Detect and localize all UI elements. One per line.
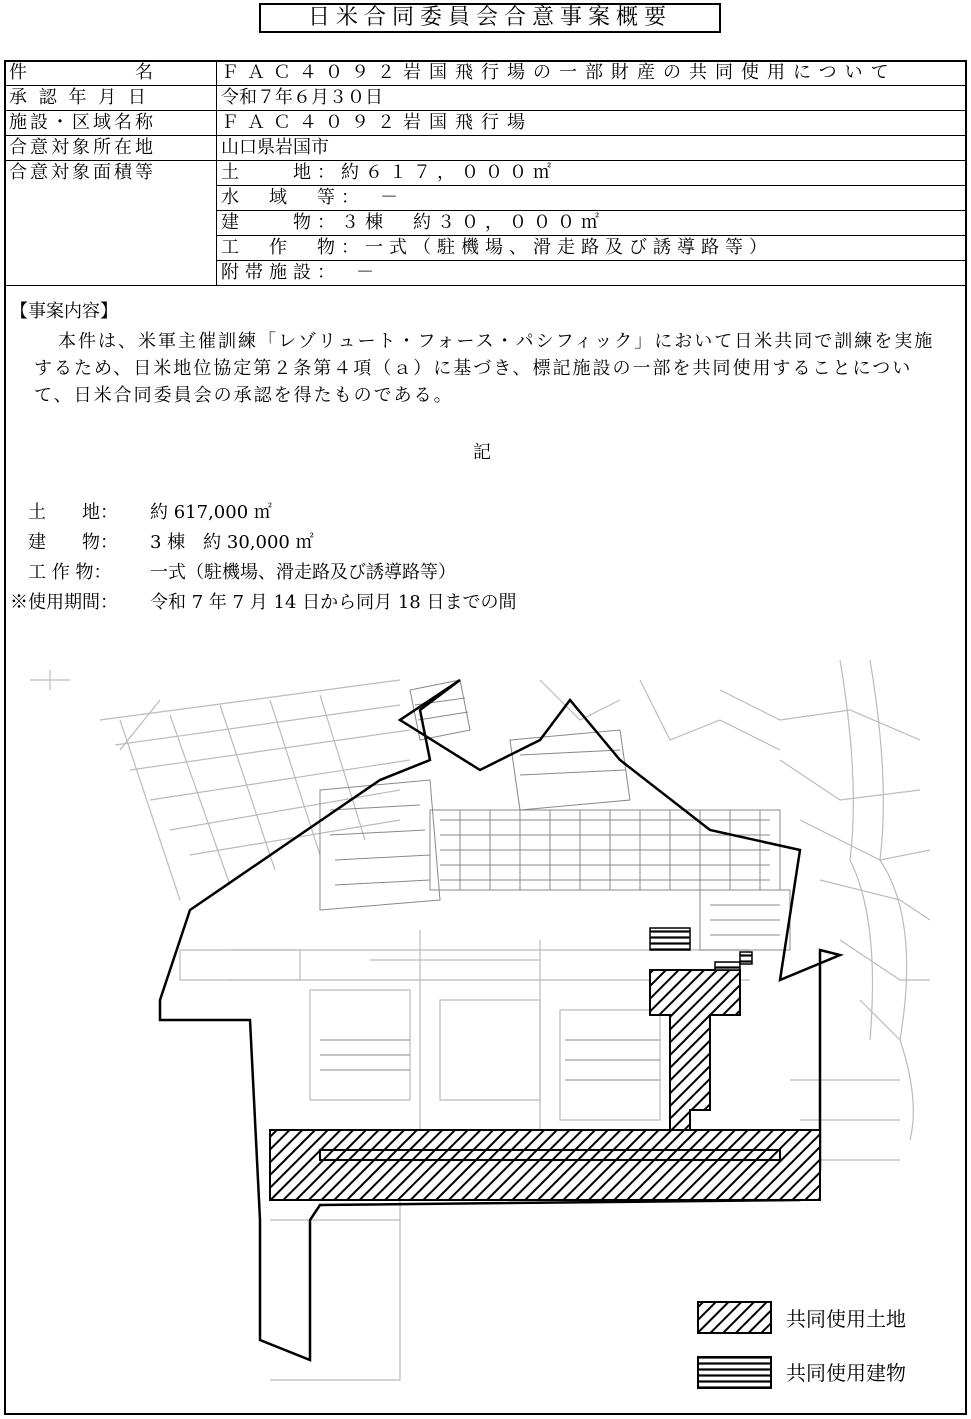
table-row xyxy=(5,161,967,186)
list-item xyxy=(10,498,517,528)
shared-land-area xyxy=(270,970,820,1200)
list-item xyxy=(10,588,517,618)
item-label: 工 作 物： xyxy=(10,562,112,583)
row-value: 山口県岩国市 xyxy=(217,136,967,161)
row-label: 合意対象所在地 xyxy=(5,136,217,161)
area-row-building: 建 物：３棟 約３０，０００㎡ xyxy=(217,211,967,236)
item-value: 令和 7 年 7 月 14 日から同月 18 日までの間 xyxy=(150,592,517,613)
item-value: 3 棟 約 30,000 ㎡ xyxy=(150,532,314,553)
row-label: 施設・区域名称 xyxy=(5,111,217,136)
area-row-ancillary: 附帯施設： － xyxy=(217,261,967,286)
shared-buildings xyxy=(650,928,752,970)
info-table xyxy=(4,60,967,286)
facility-boundary xyxy=(160,680,840,1360)
legend-land-label: 共同使用土地 xyxy=(786,1307,906,1331)
row-label: 承 認 年 月 日 xyxy=(5,86,217,111)
site-map xyxy=(20,660,950,1400)
map-legend xyxy=(698,1302,906,1388)
table-row xyxy=(5,86,967,111)
legend-building-swatch xyxy=(698,1357,771,1388)
legend-building-label: 共同使用建物 xyxy=(786,1361,906,1385)
row-value: ＦＡＣ４０９２岩国飛行場の一部財産の共同使用について xyxy=(217,61,967,86)
map-building-area xyxy=(320,680,790,1080)
table-row xyxy=(5,136,967,161)
area-label: 合意対象面積等 xyxy=(5,161,217,286)
table-row xyxy=(5,111,967,136)
ki-heading: 記 xyxy=(473,442,491,463)
legend-land-swatch xyxy=(698,1302,771,1333)
table-row xyxy=(5,61,967,86)
page-title: 日米合同委員会合意事案概要 xyxy=(259,3,721,33)
list-item xyxy=(10,558,517,588)
area-row-structure: 工 作 物：一式（駐機場、滑走路及び誘導路等） xyxy=(217,236,967,261)
row-label: 件 名 xyxy=(5,61,217,86)
item-label: ※使用期間： xyxy=(10,592,118,613)
list-item xyxy=(10,528,517,558)
item-value: 約 617,000 ㎡ xyxy=(150,502,272,523)
row-value: 令和７年６月３０日 xyxy=(217,86,967,111)
area-row-land: 土 地：約６１７，０００㎡ xyxy=(217,161,967,186)
area-row-water: 水 域 等： － xyxy=(217,186,967,211)
content-heading: 【事案内容】 xyxy=(10,301,118,322)
item-label: 土 地： xyxy=(10,502,118,523)
row-value: ＦＡＣ４０９２岩国飛行場 xyxy=(217,111,967,136)
content-paragraph: 本件は、米軍主催訓練「レゾリュート・フォース・パシフィック」において日米共同で訓練を実施するため、日米地位協定第２条第４項（ａ）に基づき、標記施設の一部を共同使用することについて、日米合同委員会の承認を得たものである。 xyxy=(34,331,935,406)
item-label: 建 物： xyxy=(10,532,118,553)
detail-list xyxy=(10,498,517,618)
item-value: 一式（駐機場、滑走路及び誘導路等） xyxy=(150,562,456,583)
